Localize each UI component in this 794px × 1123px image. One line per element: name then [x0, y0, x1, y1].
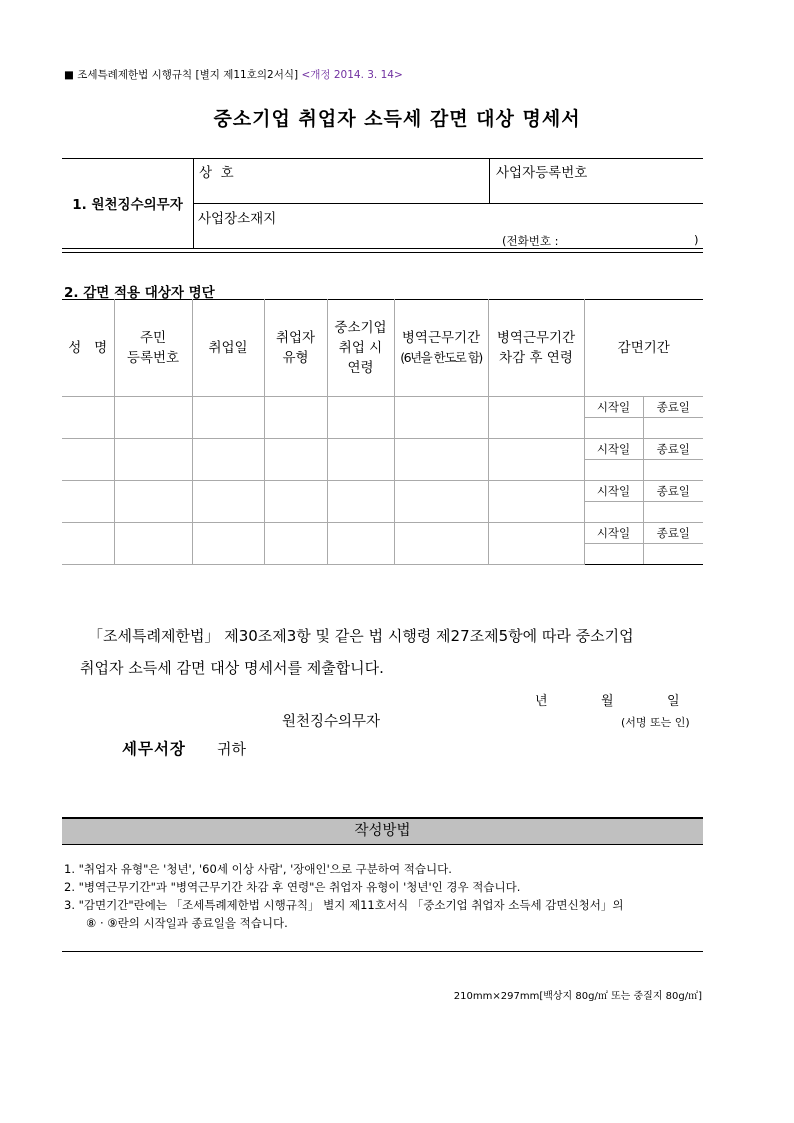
col-header-name: 성 명 — [62, 300, 114, 397]
col-header-hire-date: 취업일 — [192, 300, 264, 397]
col-header-exemption-period: 감면기간 — [584, 300, 703, 397]
cell-rrn[interactable] — [114, 481, 192, 523]
date-year-label: 년 — [535, 694, 548, 709]
section1-mid-rule — [193, 203, 703, 204]
cell-military-service[interactable] — [394, 439, 488, 481]
cell-start-date[interactable] — [584, 544, 643, 565]
cell-military-service[interactable] — [394, 397, 488, 439]
cell-age-at-hire[interactable] — [327, 397, 394, 439]
end-date-label: 종료일 — [643, 439, 703, 460]
section2-title: 2. 감면 적용 대상자 명단 — [64, 285, 215, 301]
biz-reg-number-field[interactable]: 사업자등록번호 — [496, 165, 588, 181]
page-title: 중소기업 취업자 소득세 감면 대상 명세서 — [213, 108, 581, 130]
company-name-field[interactable]: 상 호 — [199, 165, 234, 181]
cell-adjusted-age[interactable] — [488, 523, 584, 565]
declaration-line-2: 취업자 소득세 감면 대상 명세서를 제출합니다. — [80, 659, 384, 677]
declaration-line-1: 「조세특례제한법」 제30조제3항 및 같은 법 시행령 제27조제5항에 따라 중소기업 — [88, 627, 634, 645]
instruction-item: 2. "병역근무기간"과 "병역근무기간 차감 후 연령"은 취업자 유형이 '청년'인 경우 적습니다. — [64, 880, 521, 894]
col-header-military-service: 병역근무기간 (6년을 한도로 함) — [394, 300, 488, 397]
form-ref-text: ■ 조세특례제한법 시행규칙 [별지 제11호의2서식] — [64, 69, 299, 81]
col-header-adjusted-age: 병역근무기간 차감 후 연령 — [488, 300, 584, 397]
instruction-item: 1. "취업자 유형"은 '청년', '60세 이상 사람', '장애인'으로 구분하여 적습니다. — [64, 862, 452, 876]
cell-military-service[interactable] — [394, 523, 488, 565]
cell-end-date[interactable] — [643, 460, 703, 481]
paper-spec: 210mm×297mm[백상지 80g/㎡ 또는 중질지 80g/㎡] — [453, 991, 702, 1002]
section1-top-rule — [62, 158, 703, 159]
cell-worker-type[interactable] — [264, 397, 327, 439]
cell-worker-type[interactable] — [264, 439, 327, 481]
date-day-label: 일 — [667, 694, 680, 709]
business-address-field[interactable]: 사업장소재지 — [198, 211, 277, 227]
instruction-item: ⑧ · ⑨란의 시작일과 종료일을 적습니다. — [86, 916, 288, 930]
instructions-bottom-rule — [62, 951, 703, 952]
signature-note: (서명 또는 인) — [621, 716, 690, 729]
start-date-label: 시작일 — [584, 523, 643, 544]
end-date-label: 종료일 — [643, 481, 703, 502]
cell-age-at-hire[interactable] — [327, 481, 394, 523]
section1-bottom-rule-2 — [62, 252, 703, 253]
cell-adjusted-age[interactable] — [488, 439, 584, 481]
cell-adjusted-age[interactable] — [488, 481, 584, 523]
cell-start-date[interactable] — [584, 460, 643, 481]
cell-rrn[interactable] — [114, 439, 192, 481]
cell-end-date[interactable] — [643, 544, 703, 565]
cell-worker-type[interactable] — [264, 481, 327, 523]
cell-end-date[interactable] — [643, 418, 703, 439]
section1-divider-2 — [489, 158, 490, 203]
section1-bottom-rule — [62, 248, 703, 249]
cell-military-service[interactable] — [394, 481, 488, 523]
cell-rrn[interactable] — [114, 523, 192, 565]
phone-field[interactable]: (전화번호 : — [502, 234, 559, 248]
form-reference — [64, 67, 403, 82]
cell-adjusted-age[interactable] — [488, 397, 584, 439]
exemption-target-table — [62, 299, 703, 565]
col-header-worker-type: 취업자 유형 — [264, 300, 327, 397]
revision-text: <개정 2014. 3. 14> — [301, 69, 403, 81]
withholder-section-label: 1. 원천징수의무자 — [72, 197, 183, 213]
cell-rrn[interactable] — [114, 397, 192, 439]
date-month-label: 월 — [601, 694, 614, 709]
instructions-header: 작성방법 — [62, 817, 703, 845]
col-header-age-at-hire: 중소기업 취업 시 연령 — [327, 300, 394, 397]
tax-office-label: 세무서장 — [122, 740, 186, 758]
cell-end-date[interactable] — [643, 502, 703, 523]
col-header-rrn: 주민 등록번호 — [114, 300, 192, 397]
declaration-text — [80, 620, 700, 684]
cell-name[interactable] — [62, 397, 114, 439]
cell-start-date[interactable] — [584, 502, 643, 523]
cell-age-at-hire[interactable] — [327, 523, 394, 565]
cell-name[interactable] — [62, 439, 114, 481]
start-date-label: 시작일 — [584, 397, 643, 418]
end-date-label: 종료일 — [643, 397, 703, 418]
honorific-label: 귀하 — [217, 740, 246, 758]
instruction-item: 3. "감면기간"란에는 「조세특례제한법 시행규칙」 별지 제11호서식 「중소기업 취업자 소득세 감면신청서」의 — [64, 898, 624, 912]
cell-worker-type[interactable] — [264, 523, 327, 565]
start-date-label: 시작일 — [584, 439, 643, 460]
section1-divider — [193, 158, 194, 248]
cell-start-date[interactable] — [584, 418, 643, 439]
cell-name[interactable] — [62, 523, 114, 565]
cell-age-at-hire[interactable] — [327, 439, 394, 481]
cell-hire-date[interactable] — [192, 439, 264, 481]
end-date-label: 종료일 — [643, 523, 703, 544]
phone-close-paren: ) — [694, 233, 699, 247]
instructions-list — [64, 860, 704, 932]
start-date-label: 시작일 — [584, 481, 643, 502]
cell-hire-date[interactable] — [192, 397, 264, 439]
cell-hire-date[interactable] — [192, 523, 264, 565]
withholder-sign-label: 원천징수의무자 — [282, 714, 381, 730]
cell-name[interactable] — [62, 481, 114, 523]
cell-hire-date[interactable] — [192, 481, 264, 523]
